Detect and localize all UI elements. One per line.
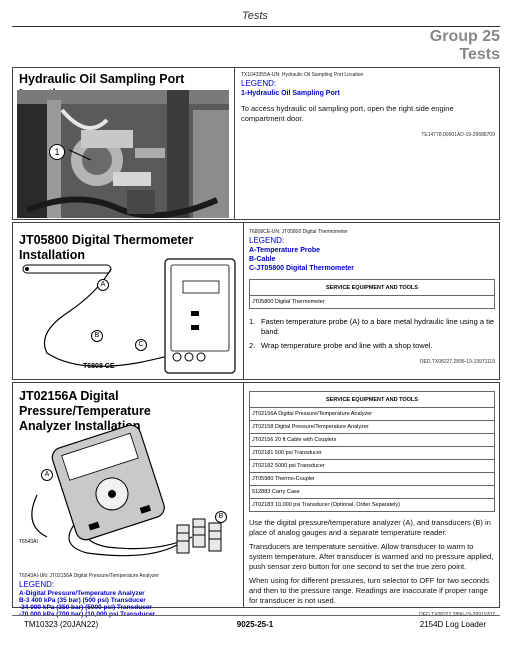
page-number: 9025-25-1: [236, 620, 274, 629]
callout-a: A: [97, 279, 109, 291]
tools-header: SERVICE EQUIPMENT AND TOOLS: [250, 280, 495, 296]
section-divider: [243, 383, 244, 607]
step-text: Fasten temperature probe (A) to a bare metal hydraulic line using a tie band.: [261, 317, 495, 336]
step-item: [249, 317, 495, 337]
tool-row: JT02156A Digital Pressure/Temperature Analyzer: [250, 408, 495, 421]
section-thermometer: [12, 222, 500, 380]
tool-row: 512883 Carry Case: [250, 486, 495, 499]
tools-header: SERVICE EQUIPMENT AND TOOLS: [250, 392, 495, 408]
section-divider: [243, 223, 244, 379]
ref-code: TE14778,00001AD-19-29688709: [421, 132, 495, 138]
group-label: Group 25: [429, 28, 500, 45]
image-id: T6808CE-UN: JT05800 Digital Thermometer: [249, 229, 348, 235]
image-id: T6543AI-UN: JT02156A Digital Pressure/Temperature Analyzer: [19, 573, 159, 579]
body-paragraph: Transducers are temperature sensitive. Allow transducer to warm to system temperature. After transducer is warmed and no pressure applied, push sensor zero button for one second to set the true zero point.: [249, 542, 494, 571]
body-paragraph: Use the digital pressure/temperature analyzer (A), and transducers (B) in place of analog gauges and a separate temperature reader.: [249, 518, 491, 537]
image-id: TX1043355A-UN: Hydraulic Oil Sampling Port Location: [241, 72, 364, 78]
transducers: [177, 519, 221, 553]
footer-manual-id: TM10323 (20JAN22): [24, 620, 99, 629]
thermometer-illustration: [17, 253, 239, 377]
callout-1: 1: [49, 144, 65, 160]
section3-legend: [19, 573, 239, 618]
section-title-line: JT02156A Digital Pressure/Temperature: [19, 389, 151, 418]
tool-row: JT02156 20 ft Cable with Couplers: [250, 434, 495, 447]
step-item: [249, 341, 495, 351]
legend-title: LEGEND:: [241, 79, 277, 88]
section-oil-sampling: [12, 67, 500, 220]
legend-title: LEGEND:: [249, 236, 285, 245]
header-rule: [12, 26, 500, 27]
step-text: Wrap temperature probe and line with a shop towel.: [261, 341, 433, 350]
section3-right: [249, 391, 495, 620]
section-title: Hydraulic Oil Sampling Port: [19, 72, 185, 86]
footer-model: 2154D Log Loader: [419, 620, 486, 629]
legend-item: A-Temperature Probe: [249, 247, 321, 254]
section-title: JT05800 Digital Thermometer Installation: [19, 233, 194, 262]
step-number: 2.: [249, 341, 256, 350]
legend-item: -34 000 kPa (350 bar) (5000 psi) Transducer: [19, 604, 152, 611]
legend-item: 1-Hydraulic Oil Sampling Port: [241, 90, 340, 97]
tool-row: JT05980 Thermo-Coupler: [250, 473, 495, 486]
section-title-line: Analyzer Installation: [19, 419, 141, 433]
tools-table: [249, 279, 495, 309]
section-analyzer: [12, 382, 500, 611]
legend-item: A-Digital Pressure/Temperature Analyzer: [19, 590, 145, 597]
legend-title: LEGEND:: [19, 580, 55, 589]
analyzer-illustration: [17, 425, 239, 565]
callout-a: A: [41, 469, 53, 481]
section2-right: [249, 229, 495, 367]
tools-table: [249, 391, 495, 512]
subgroup-label: Tests: [459, 46, 500, 63]
footer-rule: [12, 615, 500, 616]
callout-b: B: [91, 330, 103, 342]
section1-right: [241, 72, 495, 140]
image-label: T6808 CE: [83, 363, 115, 370]
tool-row: JT02182 5000 psi Transducer: [250, 460, 495, 473]
tool-row: JT02181 500 psi Transducer: [250, 447, 495, 460]
tool-row: JT05800 Digital Thermometer: [250, 296, 495, 309]
legend-item: B-Cable: [249, 256, 276, 263]
tool-row: JT02158 Digital Pressure/Temperature Analyzer: [250, 421, 495, 434]
tool-row: JT02183 10,000 psi Transducer (Optional, Order Separately): [250, 499, 495, 512]
image-label: T6543AI: [19, 539, 38, 545]
section-divider: [234, 68, 235, 219]
legend-item: B-3 400 kPa (35 bar) (500 psi) Transducer: [19, 597, 146, 604]
step-number: 1.: [249, 317, 256, 326]
running-header: Tests: [242, 10, 268, 22]
steps-list: [249, 317, 495, 351]
ref-code: OED,TX08227,2895-19-19971119: [419, 359, 495, 365]
callout-b: B: [215, 511, 227, 523]
legend-item: C-JT05800 Digital Thermometer: [249, 265, 355, 272]
body-paragraph: When using for different pressures, turn selector to OFF for two seconds and then to the pressure range. Readings are inaccurate if proper range for transducer is not used.: [249, 576, 489, 605]
callout-c: C: [135, 339, 147, 351]
body-text: To access hydraulic oil sampling port, open the right side engine compartment door.: [241, 104, 454, 123]
